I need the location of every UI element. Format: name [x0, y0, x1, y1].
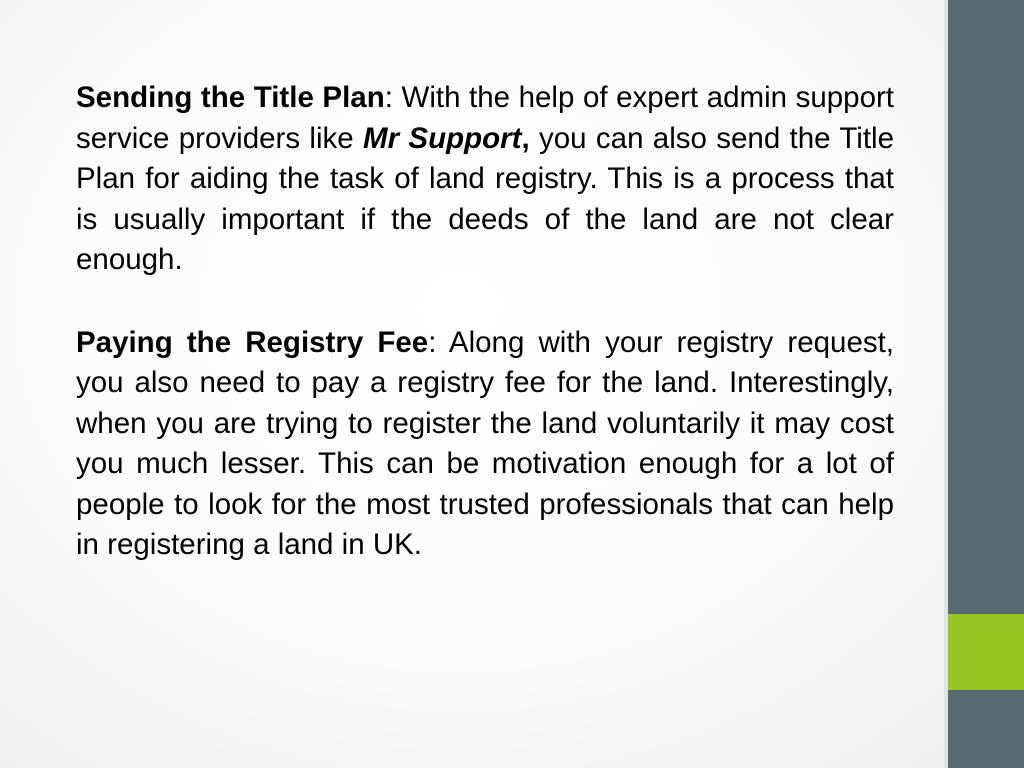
paragraph-text: Along with your registry request, you also need to pay a registry fee for the land. Interestingly, when you are trying to register the land voluntarily it may cost you much lesser. This can be motivation enough for a lot of people to look for the most trusted professionals that can help in registering a land in UK.: [76, 325, 895, 561]
slide-body: [76, 78, 894, 566]
paragraph-title-plan: [76, 78, 894, 281]
paragraph-text-end: you can also send the Title Plan for aiding the task of land registry. This is a process that is usually important if the deeds of the land are not clear enough.: [76, 121, 894, 276]
term-registry-fee: Paying the Registry Fee: [76, 325, 429, 359]
brand-name: Mr Support: [363, 121, 522, 155]
brand-comma: ,: [521, 121, 530, 155]
term-title-plan: Sending the Title Plan: [76, 81, 385, 114]
paragraph-text-start: With the help of expert admin support service providers like: [76, 81, 894, 155]
term-colon: :: [428, 325, 449, 359]
paragraph-registry-fee: [76, 323, 894, 566]
accent-square: [948, 614, 1024, 690]
term-colon: :: [384, 81, 402, 114]
